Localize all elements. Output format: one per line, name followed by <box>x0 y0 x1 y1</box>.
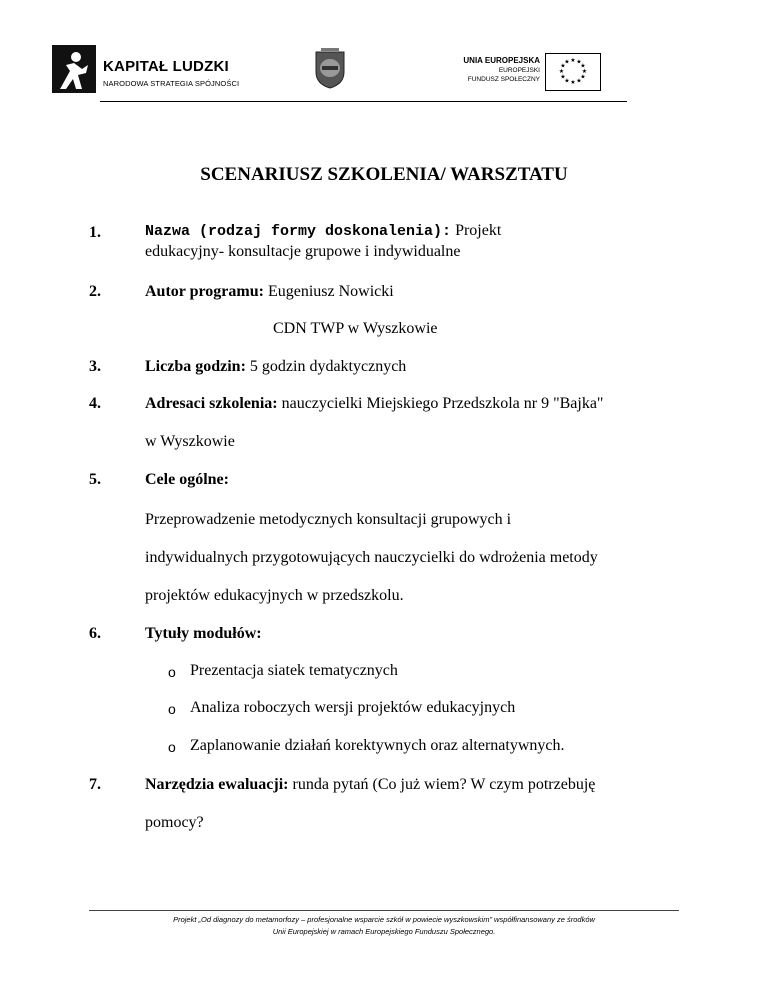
item-line <box>145 358 406 376</box>
svg-text:★: ★ <box>580 73 586 81</box>
svg-text:★: ★ <box>558 68 565 75</box>
kapital-ludzki-title: KAPITAŁ LUDZKI <box>103 58 229 75</box>
item-label: Nazwa (rodzaj formy doskonalenia): <box>145 223 452 240</box>
item-label: Narzędzia ewaluacji: <box>145 776 289 793</box>
item-label: Adresaci szkolenia: <box>145 395 278 412</box>
goal-line: Przeprowadzenie metodycznych konsultacji grupowych i <box>145 511 512 528</box>
item-number: 1. <box>89 224 101 241</box>
item-value: 5 godzin dydaktycznych <box>245 358 407 375</box>
item-label: Autor programu: <box>145 283 264 300</box>
item-line <box>145 471 229 489</box>
footer-divider <box>89 910 679 911</box>
eu-label-line: EUROPEJSKI <box>498 67 540 74</box>
svg-text:★: ★ <box>570 79 576 86</box>
svg-text:★: ★ <box>576 58 582 66</box>
bullet-icon: o <box>168 739 176 755</box>
kapital-ludzki-logo <box>52 45 96 93</box>
svg-text:★: ★ <box>570 57 576 64</box>
item-value: Projekt <box>451 222 502 239</box>
item-line <box>145 283 394 301</box>
item-continuation: CDN TWP w Wyszkowie <box>273 320 438 337</box>
item-number: 5. <box>89 471 101 488</box>
bullet-icon: o <box>168 664 176 680</box>
goal-line: projektów edukacyjnych w przedszkolu. <box>145 587 404 604</box>
eu-label-line: FUNDUSZ SPOŁECZNY <box>467 76 540 83</box>
item-continuation: edukacyjny- konsultacje grupowe i indywidualne <box>145 243 461 260</box>
footer-line: Unii Europejskiej w ramach Europejskiego Funduszu Społecznego. <box>272 927 496 936</box>
eu-flag-icon <box>545 53 601 91</box>
item-value: runda pytań (Co już wiem? W czym potrzebuję <box>288 776 596 793</box>
footer-line: Projekt „Od diagnozy do metamorfozy – profesjonalne wsparcie szkół w powiecie wyszkowskim” współfinansowany ze środków <box>173 915 595 924</box>
eu-label-line: UNIA EUROPEJSKA <box>463 56 540 65</box>
item-continuation: w Wyszkowie <box>145 433 235 450</box>
item-continuation: pomocy? <box>145 814 204 831</box>
document-title: SCENARIUSZ SZKOLENIA/ WARSZTATU <box>200 164 568 185</box>
item-value: Eugeniusz Nowicki <box>263 283 394 300</box>
svg-text:★: ★ <box>580 62 586 70</box>
item-line <box>145 776 595 794</box>
item-number: 3. <box>89 358 101 375</box>
goal-line: indywidualnych przygotowujących nauczycielki do wdrożenia metody <box>145 549 598 566</box>
item-line <box>145 222 501 240</box>
bullet-icon: o <box>168 701 176 717</box>
item-label: Tytuły modułów: <box>145 625 262 642</box>
eu-fund-label <box>440 56 540 84</box>
item-number: 6. <box>89 625 101 642</box>
item-number: 2. <box>89 283 101 300</box>
header-divider <box>100 101 627 102</box>
svg-text:★: ★ <box>581 68 588 75</box>
item-value: nauczycielki Miejskiego Przedszkola nr 9 "Bajka" <box>277 395 604 412</box>
svg-text:★: ★ <box>560 62 566 70</box>
svg-text:★: ★ <box>576 77 582 85</box>
svg-text:★: ★ <box>560 73 566 81</box>
item-label: Liczba godzin: <box>145 358 246 375</box>
item-number: 7. <box>89 776 101 793</box>
item-line <box>145 625 262 643</box>
svg-text:★: ★ <box>564 77 570 85</box>
kapital-ludzki-subtitle: NARODOWA STRATEGIA SPÓJNOŚCI <box>103 79 240 88</box>
item-line <box>145 395 603 413</box>
svg-text:★: ★ <box>564 58 570 66</box>
county-crest-icon <box>313 46 347 90</box>
module-item: Zaplanowanie działań korektywnych oraz alternatywnych. <box>190 737 565 754</box>
item-number: 4. <box>89 395 101 412</box>
module-item: Prezentacja siatek tematycznych <box>190 662 398 679</box>
module-item: Analiza roboczych wersji projektów edukacyjnych <box>190 699 516 716</box>
item-label: Cele ogólne: <box>145 471 229 488</box>
